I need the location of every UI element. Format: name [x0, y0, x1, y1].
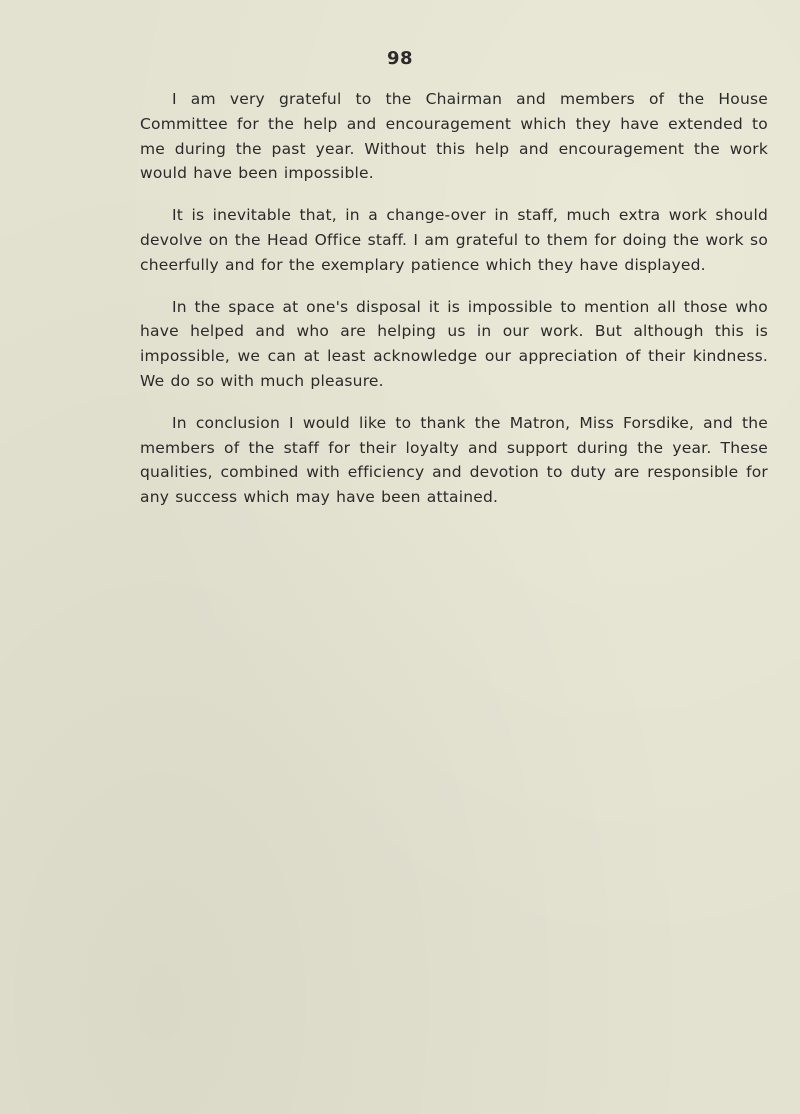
page-number: 98 — [386, 48, 414, 69]
paragraph-conclusion: In conclusion I would like to thank the Matron, Miss Forsdike, and the members of the staff for their loyalty and support during the year. These qualities, combined with efficiency and devotion to duty are responsible for any success which may have been attained. — [140, 413, 768, 507]
paragraph-thanks-committee: I am very grateful to the Chairman and members of the House Committee for the help and encouragement which they have extended to me during the past year. Without this help and encouragement the work would have been impossible. — [140, 90, 768, 183]
paragraph-head-office-staff: It is inevitable that, in a change-over in staff, much extra work should devolve on the Head Office staff. I am grateful to them for doing the work so cheerfully and for the exemplary patience which they have displayed. — [140, 206, 768, 274]
paragraph-helpers: In the space at one's disposal it is impossible to mention all those who have helped and who are helping us in our work. But although this is impossible, we can at least acknowledge our appreciation of their kindness. We do so with much pleasure. — [140, 297, 768, 390]
body-text — [140, 87, 768, 527]
